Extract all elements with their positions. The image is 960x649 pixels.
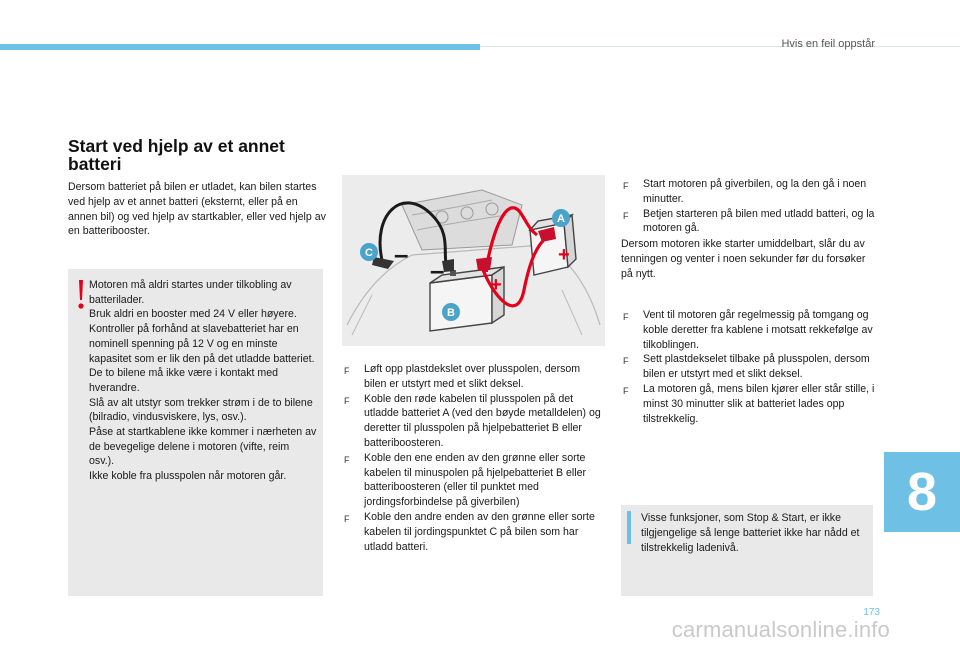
bullet-icon: F (623, 385, 629, 396)
warning-line: Ikke koble fra plusspolen når motoren går. (89, 470, 287, 483)
list-item (342, 510, 604, 554)
info-text: Visse funksjoner, som Stop & Start, er ikke tilgjengelige så lenge batteriet ikke har nådd et tilstrekkelig ladenivå. (641, 512, 860, 554)
exclamation-icon (77, 280, 85, 310)
bullet-icon: F (344, 454, 350, 465)
label-a: A (557, 213, 565, 225)
list-item-text: La motoren gå, mens bilen kjører eller står stille, i minst 30 minutter slik at batteriet lades opp tilstrekkelig. (643, 382, 875, 425)
header-divider (480, 46, 960, 47)
warning-line: De to bilene må ikke være i kontakt med hverandre. (89, 367, 279, 394)
warning-line: Motoren må aldri startes under tilkobling av batterilader. (89, 279, 292, 306)
label-c: C (365, 247, 373, 259)
bullet-icon: F (344, 366, 350, 376)
engine-bay-diagram (342, 175, 605, 346)
intro-paragraph: Dersom batteriet på bilen er utladet, kan bilen startes ved hjelp av et annet batteri (eksternt, eller på en annen bil) og ved hjelp av startkabler, eller ved hjelp av en batteribooster. (68, 181, 326, 238)
list-item-text: Løft opp plastdekslet over plusspolen, dersom bilen er utstyrt med et slikt deksel. (364, 363, 581, 390)
list-item-text: Start motoren på giverbilen, og la den gå i noen minutter. (643, 178, 867, 205)
bullet-icon: F (623, 312, 629, 322)
bullet-icon: F (344, 395, 350, 406)
plus-sign: + (558, 244, 570, 266)
list-item-text: Koble den ene enden av den grønne eller sorte kabelen til minuspolen på hjelpebatteriet B eller batteriboosteren (eller til punktet med jordingsforbindelse på giverbilen) (364, 451, 587, 509)
chapter-tab: 8 (884, 452, 960, 532)
page-title: Start ved hjelp av et annet batteri (68, 136, 285, 174)
info-box (621, 505, 873, 596)
list-item (342, 362, 604, 392)
bullet-icon: F (344, 513, 350, 524)
list-item (621, 177, 883, 207)
list-item (621, 382, 883, 426)
minus-sign: – (430, 255, 445, 285)
warning-line: Påse at startkablene ikke kommer i nærheten av de bevegelige delene i motoren (vifte, reim osv.). (89, 426, 317, 468)
list-item (621, 207, 883, 237)
start-steps (621, 177, 883, 236)
info-icon (627, 511, 631, 544)
label-b: B (447, 307, 455, 319)
bullet-icon: F (623, 181, 629, 191)
retry-note: Dersom motoren ikke starter umiddelbart, slår du av tenningen og venter i noen sekunder før du forsøker på nytt. (621, 238, 866, 280)
bullet-icon: F (623, 210, 629, 221)
header-accent-bar (0, 44, 480, 50)
list-item-text: Sett plastdekselet tilbake på plusspolen, dersom bilen er utstyrt med et slikt deksel. (643, 353, 870, 381)
warning-line: Bruk aldri en booster med 24 V eller høyere. (89, 308, 297, 321)
list-item (621, 308, 883, 352)
jump-start-illustration (342, 175, 605, 346)
warning-line: Kontroller på forhånd at slavebatteriet har en nominell spenning på 12 V og en minste kapasitet som er lik den på det utladde batteriet. (89, 323, 315, 365)
list-item (342, 451, 604, 510)
warning-text (89, 278, 317, 484)
list-item-text: Vent til motoren går regelmessig på tomgang og koble deretter fra kablene i motsatt rekkefølge av tilkoblingen. (643, 309, 873, 351)
disconnect-steps (621, 308, 883, 426)
plus-sign: + (490, 274, 502, 296)
section-title: Hvis en feil oppstår (781, 38, 875, 50)
page-number: 173 (863, 607, 880, 618)
list-item-text: Koble den andre enden av den grønne eller sorte kabelen til jordingspunktet C på bilen som har utladd batteri. (364, 510, 595, 553)
list-item (621, 352, 883, 382)
watermark: carmanualsonline.info (671, 617, 890, 642)
connection-steps (342, 362, 604, 554)
list-item (342, 392, 604, 451)
minus-sign: – (394, 239, 409, 269)
warning-box (68, 269, 323, 596)
list-item-text: Betjen starteren på bilen med utladd batteri, og la motoren gå. (643, 207, 875, 235)
warning-line: Slå av alt utstyr som trekker strøm i de to bilene (bilradio, vindusviskere, lys, osv.). (89, 396, 313, 424)
bullet-icon: F (623, 356, 629, 367)
list-item-text: Koble den røde kabelen til plusspolen på det utladde batteriet A (ved den bøyde metalldelen) og deretter til plusspolen på hjelpebatteriet B eller batteriboosteren. (364, 392, 601, 449)
